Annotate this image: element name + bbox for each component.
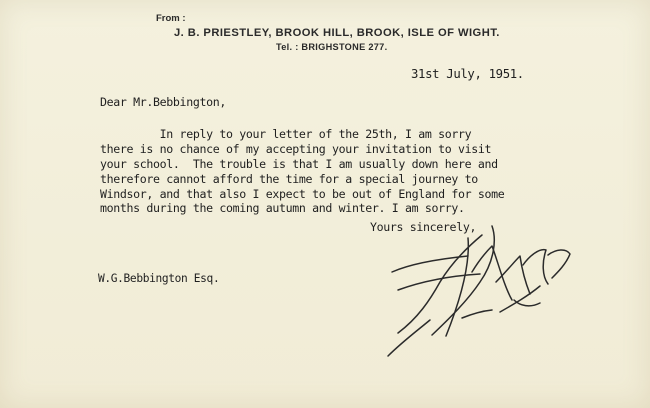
recipient-name: W.G.Bebbington Esq. (98, 272, 220, 285)
letterhead-telephone: Tel. : BRIGHSTONE 277. (276, 42, 388, 52)
body-line: therefore cannot afford the time for a special journey to (100, 172, 478, 186)
body-line: Windsor, and that also I expect to be out of England for some (100, 187, 505, 201)
body-line: months during the coming autumn and winter. I am sorry. (100, 201, 465, 215)
closing: Yours sincerely, (370, 220, 477, 234)
salutation: Dear Mr.Bebbington, (100, 95, 226, 109)
body-line: your school. The trouble is that I am usually down here and (100, 157, 498, 171)
letter-date: 31st July, 1951. (411, 67, 524, 81)
letterhead-address: J. B. PRIESTLEY, BROOK HILL, BROOK, ISLE OF WIGHT. (174, 27, 500, 39)
body-line: there is no chance of my accepting your invitation to visit (100, 142, 492, 156)
from-label: From : (156, 13, 186, 24)
body-line: In reply to your letter of the 25th, I am sorry (100, 127, 472, 141)
